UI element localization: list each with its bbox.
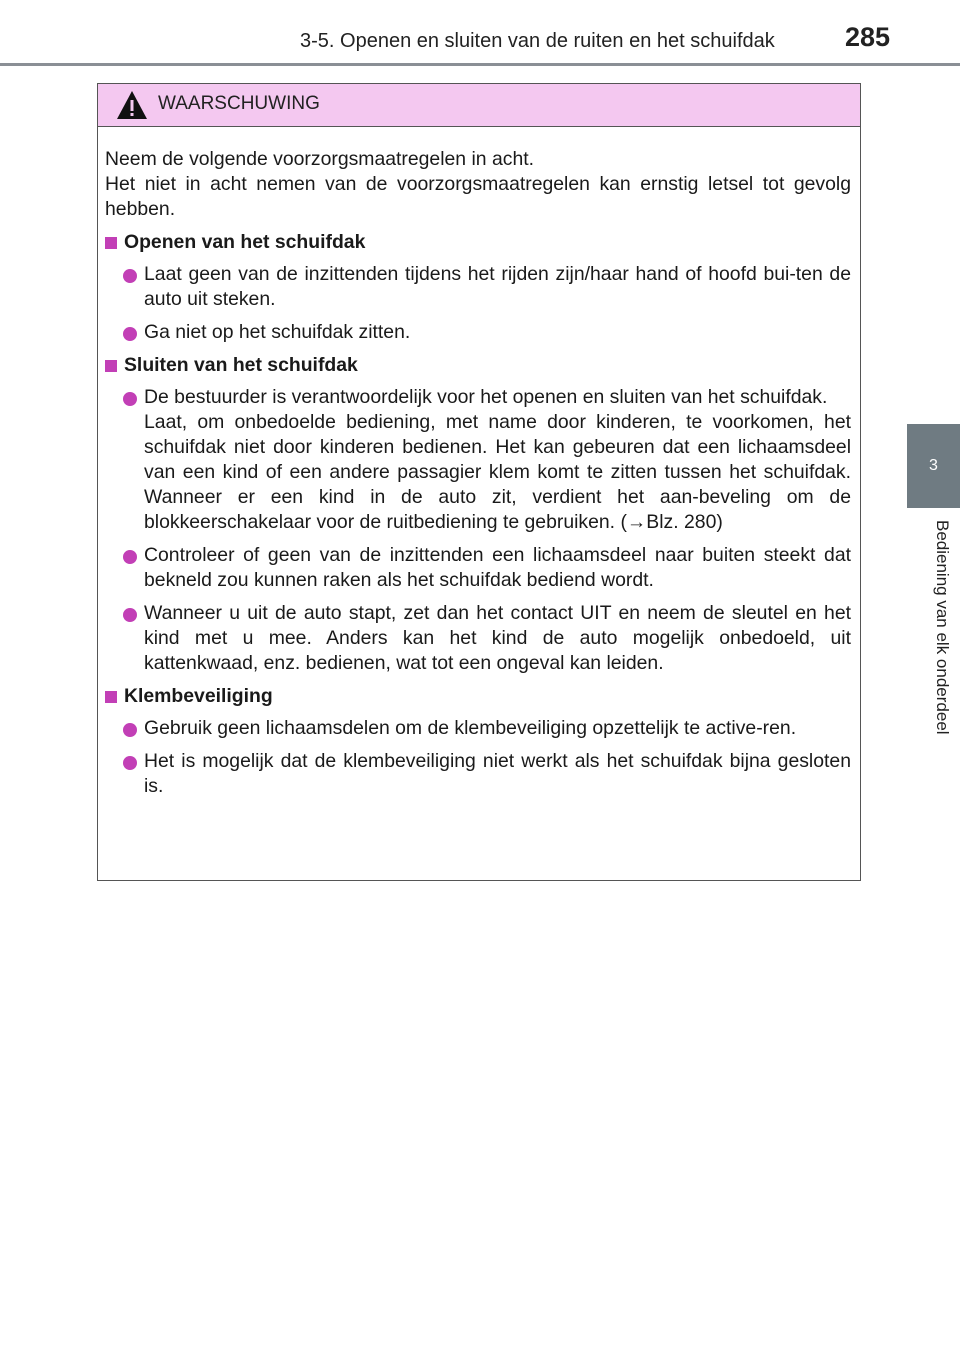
warning-header (98, 84, 860, 127)
circle-bullet-icon (123, 392, 137, 406)
section-heading: Openen van het schuifdak (105, 230, 851, 255)
warning-box (97, 83, 861, 881)
list-item: Controleer of geen van de inzittenden een lichaamsdeel naar buiten steekt dat bekneld zou kunnen raken als het schuifdak bediend wordt. (105, 543, 851, 593)
header-divider (0, 63, 960, 66)
circle-bullet-icon (123, 756, 137, 770)
circle-bullet-icon (123, 327, 137, 341)
list-item: Laat geen van de inzittenden tijdens het rijden zijn/haar hand of hoofd bui-ten de auto uit steken. (105, 262, 851, 312)
square-bullet-icon (105, 691, 117, 703)
chapter-tab: 3 (907, 424, 960, 508)
page-number: 285 (844, 22, 890, 52)
square-bullet-icon (105, 237, 117, 249)
section-heading: Klembeveiliging (105, 684, 851, 709)
warning-triangle-icon (116, 89, 148, 121)
circle-bullet-icon (123, 723, 137, 737)
circle-bullet-icon (123, 550, 137, 564)
circle-bullet-icon (123, 269, 137, 283)
chapter-label: Bediening van elk onderdeel (933, 520, 952, 735)
section-heading: Sluiten van het schuifdak (105, 353, 851, 378)
intro-line: Neem de volgende voorzorgsmaatregelen in acht. (105, 148, 534, 170)
warning-title: WAARSCHUWING (158, 93, 320, 114)
list-item: De bestuurder is verantwoordelijk voor het openen en sluiten van het schuifdak. Laat, om onbedoelde bediening, met name door kinderen, te voorkomen, het schuifdak niet door kinderen bedienen. Het kan gebeuren dat een lichaamsdeel van een kind of een andere passagier klem komt te zitten tussen het schuifdak. Wanneer er een kind in de auto zit, verdient het aan-beveling om de blokkeerschakelaar voor de ruitbediening te gebruiken. (→Blz. 280) (105, 385, 851, 535)
list-item: Het is mogelijk dat de klembeveiliging niet werkt als het schuifdak bijna gesloten is. (105, 749, 851, 799)
intro-line: Het niet in acht nemen van de voorzorgsmaatregelen kan ernstig letsel tot gevolg hebben. (105, 173, 851, 220)
square-bullet-icon (105, 360, 117, 372)
warning-intro (105, 147, 851, 222)
list-item: Gebruik geen lichaamsdelen om de klembeveiliging opzettelijk te active-ren. (105, 716, 851, 741)
list-item: Ga niet op het schuifdak zitten. (105, 320, 851, 345)
page-header (0, 0, 960, 66)
section-title: 3-5. Openen en sluiten van de ruiten en het schuifdak (300, 30, 775, 52)
warning-body (98, 127, 860, 799)
circle-bullet-icon (123, 608, 137, 622)
list-item: Wanneer u uit de auto stapt, zet dan het contact UIT en neem de sleutel en het kind met u mee. Anders kan het kind de auto mogelijk onbedoeld, uit kattenkwaad, enz. bedienen, wat tot een ongeval kan leiden. (105, 601, 851, 676)
